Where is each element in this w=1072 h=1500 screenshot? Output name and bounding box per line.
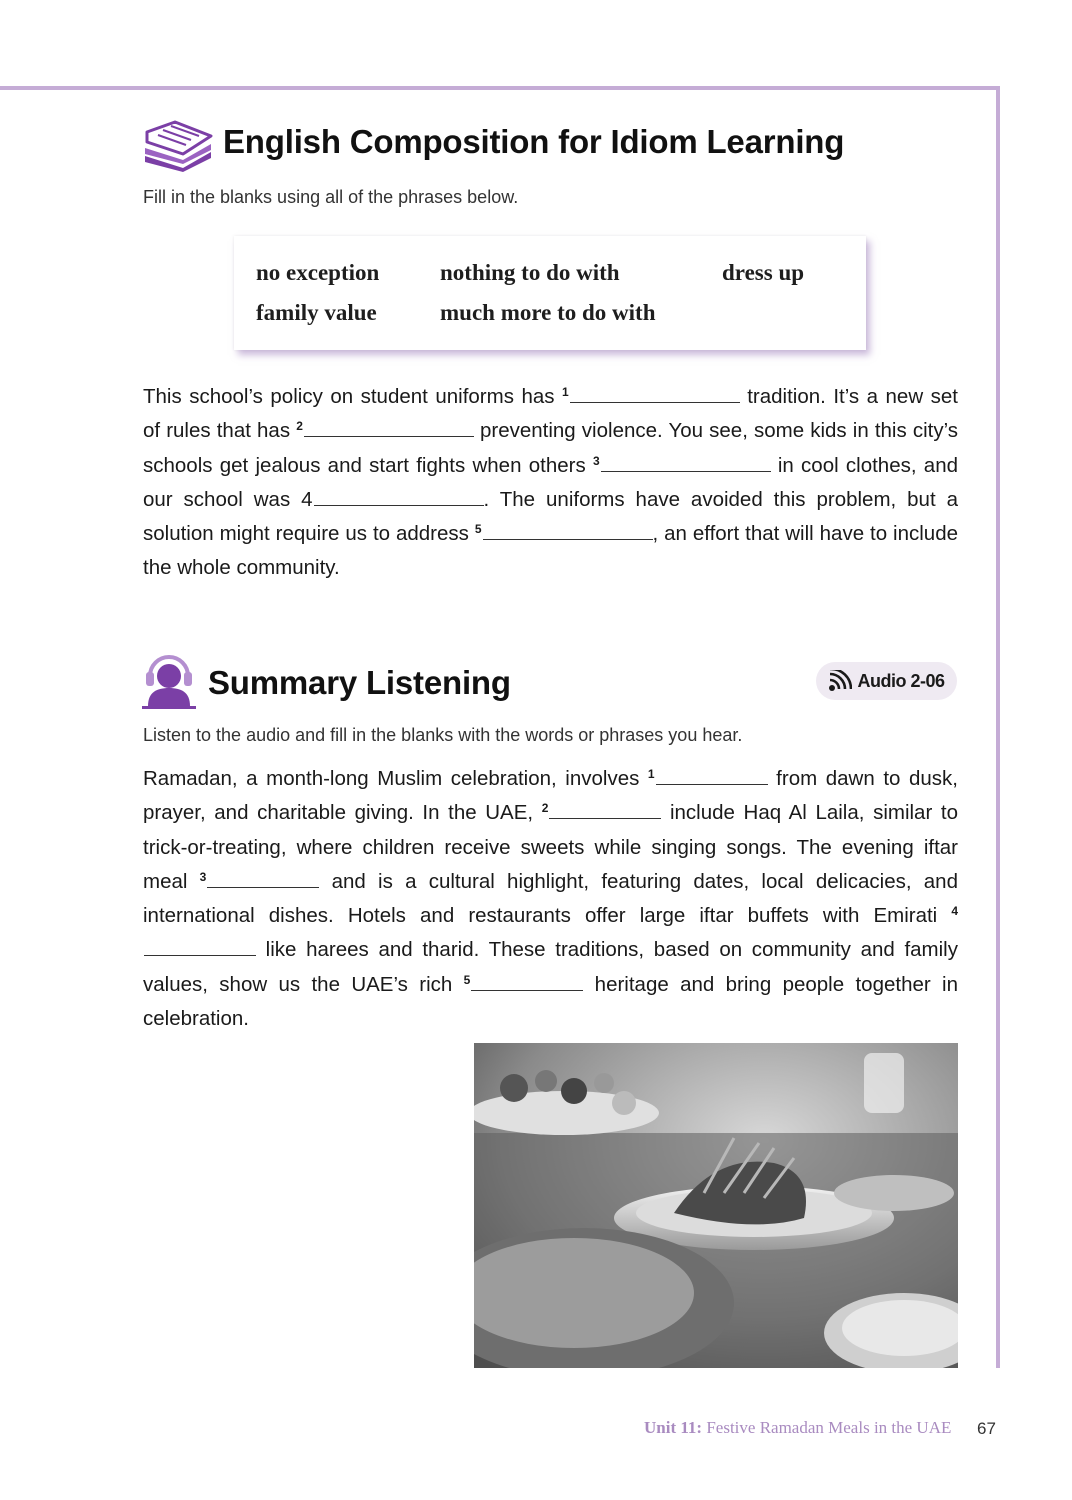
blank-input[interactable] [601,452,771,472]
listener-headphones-icon [142,650,196,710]
audio-label: Audio 2-06 [857,670,945,691]
blank-input[interactable] [549,799,661,819]
listening-paragraph: Ramadan, a month-long Muslim celebration, involves $^1$ from dawn to dusk, prayer, and charitable giving. In the UAE, $^2$ include Haq Al Laila, similar to trick-or-treating, where children receive sweets while singing songs. The evening iftar meal $^3$ and is a cultural highlight, featuring dates, local delicacies, and international dishes. Hotels and restaurants offer large iftar buffets with Emirati $^4$ like harees and tharid. These traditions, based on community and family values, show us the UAE’s rich $^5$ heritage and bring people together in celebration. [143,767,958,1031]
buffet-photo [474,1043,958,1368]
blank-input[interactable] [570,383,740,403]
composition-instruction: Fill in the blanks using all of the phrases below. [143,187,519,207]
blank-input[interactable] [471,971,583,991]
blank-input[interactable] [304,417,474,437]
section-title-listening: Summary Listening [208,664,511,701]
phrase-item: dress up [722,260,805,285]
book-stack-icon [141,118,213,172]
phrase-item: nothing to do with [440,260,620,285]
blank-input[interactable] [656,765,768,785]
composition-paragraph: This school’s policy on student uniforms has $^1$ tradition. It’s a new set of rules that has $^2$ preventing violence. You see, some kids in this city’s schools get jealous and start fights when others $^3$ in cool clothes, and our school was 4 . The uniforms have avoided this problem, but a solution might require us to address $^5$ , an effort that will have to include the whole community. [143,385,959,580]
section-title-composition: English Composition for Idiom Learning [223,123,845,160]
blank-input[interactable] [207,868,319,888]
listening-instruction: Listen to the audio and fill in the blanks with the words or phrases you hear. [143,725,743,745]
phrase-item: no exception [256,260,380,285]
audio-button[interactable] [816,662,957,700]
blank-input[interactable] [314,486,484,506]
blank-input[interactable] [144,936,256,956]
phrase-item: much more to do with [440,300,656,325]
phrase-bank [234,236,866,350]
unit-footer: Unit 11: Festive Ramadan Meals in the UAE [644,1418,952,1437]
page-number: 67 [977,1419,996,1438]
phrase-item: family value [256,300,377,325]
blank-input[interactable] [483,520,653,540]
audio-waves-icon [828,670,852,692]
